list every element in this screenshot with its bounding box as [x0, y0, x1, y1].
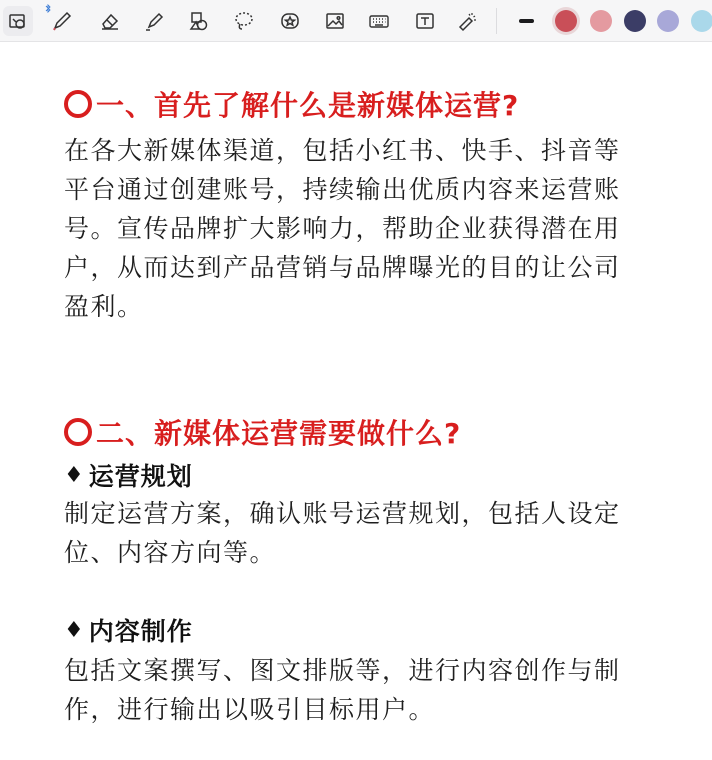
item-heading-content: [64, 613, 193, 647]
color-swatch-pink[interactable]: [590, 10, 612, 32]
toolbar-separator: [496, 8, 497, 34]
image-icon[interactable]: [320, 6, 350, 36]
diamond-bullet-icon: ♦: [64, 462, 85, 488]
section1-heading: [64, 85, 519, 123]
section2-heading: [64, 413, 461, 451]
shapes-icon[interactable]: [184, 6, 214, 36]
color-swatch-lightblue[interactable]: [691, 10, 712, 32]
item-title: 运营规划: [88, 462, 193, 491]
item-heading-planning: [64, 458, 193, 492]
text-box-icon[interactable]: [410, 6, 440, 36]
pen-icon[interactable]: [47, 6, 77, 36]
paragraph-line: 平台通过创建账号，持续输出优质内容来运营账: [64, 175, 621, 204]
paragraph-line: 在各大新媒体渠道，包括小红书、快手、抖音等: [64, 136, 621, 165]
color-swatch-navy[interactable]: [624, 10, 646, 32]
drawing-toolbar: [0, 0, 712, 42]
paragraph-line: 作，进行输出以吸引目标用户。: [64, 695, 436, 724]
color-swatch-red[interactable]: [555, 10, 577, 32]
lasso-icon[interactable]: [229, 6, 259, 36]
section1-heading-text: 一、首先了解什么是新媒体运营?: [96, 89, 520, 122]
paragraph-line: 号。宣传品牌扩大影响力，帮助企业获得潜在用: [64, 214, 621, 243]
color-swatch-lavender[interactable]: [657, 10, 679, 32]
item-title: 内容制作: [88, 617, 193, 646]
section2-heading-text: 二、新媒体运营需要做什么?: [96, 417, 462, 450]
circle-bullet-icon: [64, 90, 92, 118]
paragraph-line: 位、内容方向等。: [64, 538, 277, 567]
paragraph-line: 盈利。: [64, 292, 144, 321]
paragraph-line: 包括文案撰写、图文排版等，进行内容创作与制: [64, 656, 621, 685]
pen-color-swatch[interactable]: [519, 19, 534, 23]
keyboard-icon[interactable]: [364, 6, 394, 36]
item-paragraph-content: [64, 651, 664, 729]
section1-paragraph: [64, 131, 664, 326]
paragraph-line: 制定运营方案，确认账号运营规划，包括人设定: [64, 499, 621, 528]
lasso-select-icon[interactable]: [3, 6, 33, 36]
eraser-icon[interactable]: [95, 6, 125, 36]
paragraph-line: 户，从而达到产品营销与品牌曝光的目的让公司: [64, 253, 621, 282]
laser-pointer-icon[interactable]: [452, 6, 482, 36]
highlighter-icon[interactable]: [139, 6, 169, 36]
circle-bullet-icon: [64, 418, 92, 446]
diamond-bullet-icon: ♦: [64, 617, 85, 643]
item-paragraph-planning: [64, 494, 664, 572]
sticker-icon[interactable]: [275, 6, 305, 36]
